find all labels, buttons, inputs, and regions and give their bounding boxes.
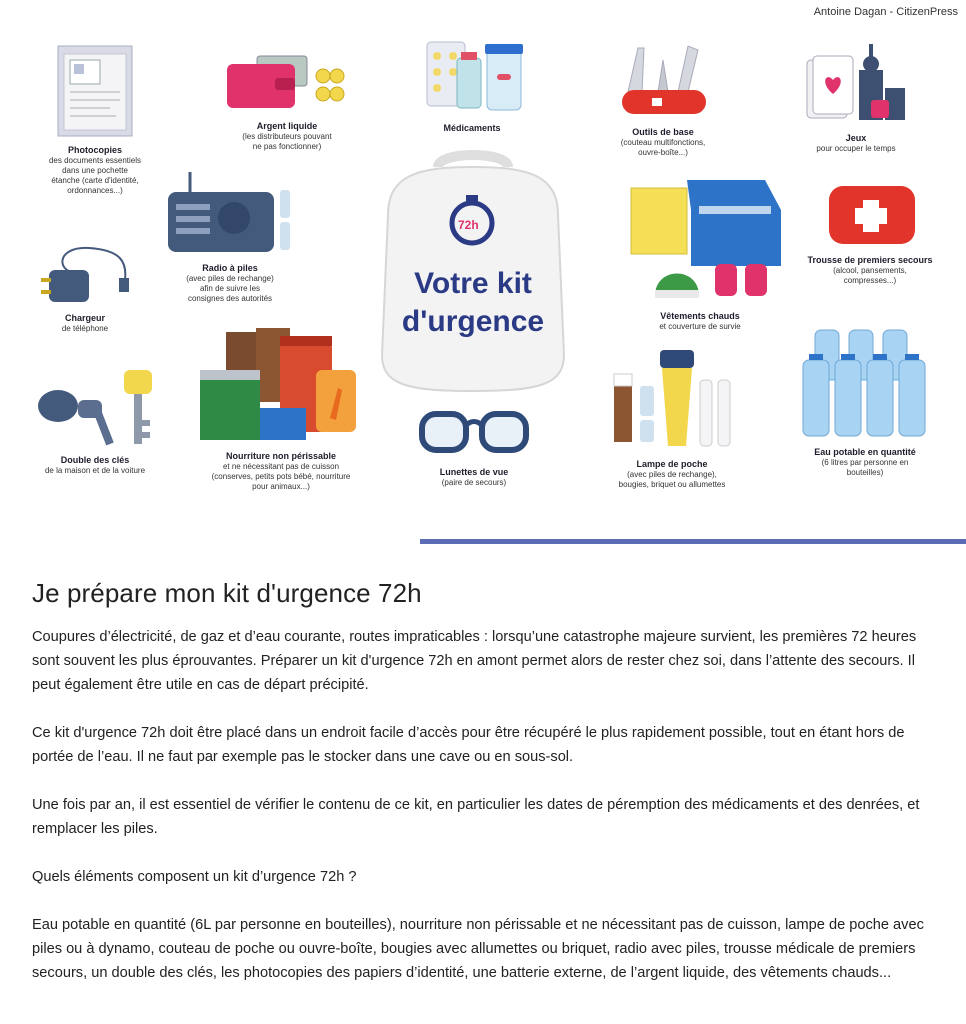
item-lampe bbox=[600, 346, 744, 490]
item-desc-line: (avec piles de rechange) bbox=[186, 274, 274, 283]
flashlight-icon bbox=[602, 346, 742, 454]
item-photocopies bbox=[40, 40, 150, 196]
item-title: Double des clés bbox=[60, 455, 130, 465]
item-cles bbox=[30, 366, 160, 476]
item-desc-line: des documents essentiels bbox=[48, 156, 142, 165]
canned-food-icon bbox=[196, 322, 366, 446]
item-title: Eau potable en quantité bbox=[814, 447, 916, 457]
item-desc-line: (alcool, pansements, bbox=[833, 266, 907, 275]
article-paragraph: Coupures d’électricité, de gaz et d’eau courante, routes impraticables : lorsqu’une catastrophe majeure survient, les premières 72 heures sont souvent les plus éprouvantes. Préparer un kit d'urgence 72h en amont permet alors de rester chez soi, dans l’attente des secours. Il peut également être utile en cas de départ précipité. bbox=[32, 629, 917, 693]
item-title: Chargeur bbox=[64, 313, 105, 323]
multitool-icon bbox=[608, 42, 718, 122]
item-desc-line: (conserves, petits pots bébé, nourriture bbox=[211, 472, 351, 481]
first-aid-kit-icon bbox=[815, 180, 925, 250]
item-desc-line: consignes des autorités bbox=[187, 294, 273, 303]
item-desc-line: (couteau multifonctions, bbox=[620, 138, 706, 147]
item-outils bbox=[598, 42, 728, 158]
item-desc-line: bougies, briquet ou allumettes bbox=[618, 480, 726, 489]
item-argent bbox=[212, 48, 362, 152]
phone-charger-icon bbox=[35, 240, 135, 308]
backpack-icon bbox=[368, 145, 578, 395]
item-desc-line: afin de suivre les bbox=[199, 284, 261, 293]
games-icon bbox=[801, 40, 911, 128]
item-eau bbox=[790, 320, 940, 478]
item-title: Jeux bbox=[845, 133, 867, 143]
item-trousse bbox=[800, 180, 940, 286]
item-title: Outils de base bbox=[632, 127, 694, 137]
item-title: Lampe de poche bbox=[636, 459, 708, 469]
item-desc-line: dans une pochette bbox=[62, 166, 128, 175]
article-paragraph: Ce kit d'urgence 72h doit être placé dans un endroit facile d’accès pour être récupéré le plus rapidement possible, tout en étant hors de portée de l’eau. Il ne faut par exemple pas le stocker dans une cave ou en sous-sol. bbox=[32, 725, 905, 765]
backpack bbox=[368, 145, 578, 395]
accent-divider bbox=[420, 539, 966, 544]
item-title: Radio à piles bbox=[202, 263, 258, 273]
item-medicaments bbox=[412, 38, 532, 134]
item-desc-line: pour animaux...) bbox=[252, 482, 310, 491]
item-title: Lunettes de vue bbox=[439, 467, 509, 477]
item-desc-line: ne pas fonctionner) bbox=[252, 142, 322, 151]
article-paragraph: Eau potable en quantité (6L par personne en bouteilles), nourriture non périssable et ne nécessitant pas de cuisson, lampe de poche avec piles ou à dynamo, couteau de poche ou ouvre-boîte, bougies avec allumettes ou briquet, radio avec piles, trousse médicale de premiers secours, un double des clés, les photocopies des papiers d’identité, une batterie externe, de l’argent liquide, des vêtements chauds... bbox=[32, 917, 924, 981]
article-heading: Je prépare mon kit d'urgence 72h bbox=[32, 578, 422, 608]
item-desc-line: étanche (carte d'identité, bbox=[51, 176, 139, 185]
item-title: Vêtements chauds bbox=[660, 311, 740, 321]
glasses-icon bbox=[414, 406, 534, 462]
item-desc-line: pour occuper le temps bbox=[816, 144, 896, 153]
warm-clothes-icon bbox=[615, 170, 785, 306]
photocopies-icon bbox=[50, 40, 140, 140]
item-desc-line: de téléphone bbox=[61, 324, 109, 333]
item-vetements bbox=[610, 170, 790, 332]
kit-title-line2: d'urgence bbox=[401, 305, 545, 338]
medicine-icon bbox=[417, 38, 527, 118]
item-desc-line: (les distributeurs pouvant bbox=[242, 132, 332, 141]
item-title: Nourriture non périssable bbox=[225, 451, 337, 461]
item-desc-line: (6 litres par personne en bbox=[821, 458, 909, 467]
water-bottles-icon bbox=[795, 320, 935, 442]
item-desc-line: ouvre-boîte...) bbox=[638, 148, 688, 157]
item-desc-line: ordonnances...) bbox=[67, 186, 123, 195]
radio-icon bbox=[162, 168, 298, 258]
article-paragraph: Une fois par an, il est essentiel de vérifier le contenu de ce kit, en particulier les dates de péremption des médicaments et des denrées, et remplacer les piles. bbox=[32, 797, 920, 837]
item-desc-line: et couverture de survie bbox=[659, 322, 741, 331]
item-title: Médicaments bbox=[443, 123, 501, 133]
item-desc-line: de la maison et de la voiture bbox=[44, 466, 146, 475]
item-title: Argent liquide bbox=[256, 121, 318, 131]
item-lunettes bbox=[412, 406, 536, 488]
item-desc-line: et ne nécessitant pas de cuisson bbox=[222, 462, 340, 471]
item-nourriture bbox=[196, 322, 366, 492]
item-chargeur bbox=[30, 240, 140, 334]
item-desc-line: (paire de secours) bbox=[441, 478, 507, 487]
item-radio bbox=[160, 168, 300, 304]
photo-credit: Antoine Dagan - CitizenPress bbox=[813, 6, 958, 18]
article-question: Quels éléments composent un kit d’urgence 72h ? bbox=[32, 869, 357, 885]
item-title: Photocopies bbox=[67, 145, 122, 155]
item-title: Trousse de premiers secours bbox=[807, 255, 933, 265]
wallet-cash-icon bbox=[217, 48, 357, 116]
item-desc-line: (avec piles de rechange), bbox=[627, 470, 717, 479]
item-jeux bbox=[796, 40, 916, 154]
kit-title-line1: Votre kit bbox=[414, 267, 532, 300]
timer-label: 72h bbox=[458, 218, 479, 232]
article bbox=[32, 578, 932, 1009]
item-desc-line: bouteilles) bbox=[846, 468, 884, 477]
item-desc-line: compresses...) bbox=[843, 276, 897, 285]
keys-icon bbox=[30, 366, 160, 450]
